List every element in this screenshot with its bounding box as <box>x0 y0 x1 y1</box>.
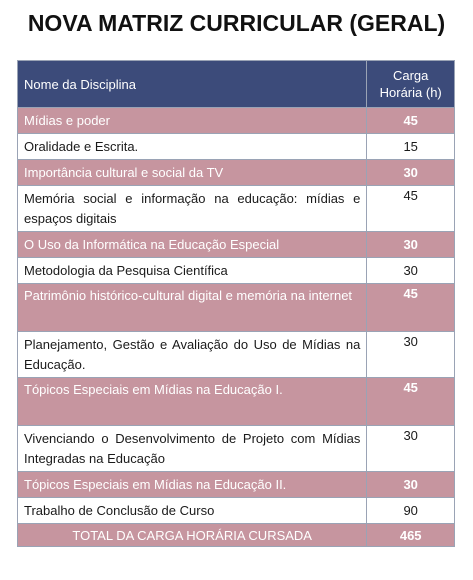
discipline-hours: 30 <box>367 426 455 472</box>
table-row <box>18 186 455 232</box>
discipline-name: Planejamento, Gestão e Avaliação do Uso de Mídias na Educação. <box>18 332 367 378</box>
page-title: NOVA MATRIZ CURRICULAR (GERAL) <box>27 10 446 36</box>
discipline-name: O Uso da Informática na Educação Especial <box>18 232 367 258</box>
table-row <box>18 332 455 378</box>
hours-column-header: Carga Horária (h) <box>367 61 455 108</box>
discipline-hours: 45 <box>367 186 455 232</box>
discipline-hours: 30 <box>367 160 455 186</box>
table-row <box>18 498 455 524</box>
table-row <box>18 284 455 332</box>
discipline-name: Tópicos Especiais em Mídias na Educação I. <box>18 378 367 426</box>
table-row <box>18 472 455 498</box>
discipline-hours: 30 <box>367 472 455 498</box>
curriculum-table <box>17 60 455 547</box>
total-hours: 465 <box>367 524 455 547</box>
discipline-hours: 30 <box>367 258 455 284</box>
discipline-name: Metodologia da Pesquisa Científica <box>18 258 367 284</box>
discipline-name: Importância cultural e social da TV <box>18 160 367 186</box>
table-header-row <box>18 61 455 108</box>
total-label: TOTAL DA CARGA HORÁRIA CURSADA <box>18 524 367 547</box>
discipline-hours: 30 <box>367 232 455 258</box>
discipline-name: Mídias e poder <box>18 108 367 134</box>
discipline-hours: 45 <box>367 284 455 332</box>
discipline-hours: 90 <box>367 498 455 524</box>
discipline-name: Vivenciando o Desenvolvimento de Projeto com Mídias Integradas na Educação <box>18 426 367 472</box>
discipline-column-header: Nome da Disciplina <box>18 61 367 108</box>
total-row <box>18 524 455 547</box>
table-row <box>18 108 455 134</box>
discipline-hours: 45 <box>367 378 455 426</box>
discipline-name: Tópicos Especiais em Mídias na Educação II. <box>18 472 367 498</box>
table-row <box>18 378 455 426</box>
discipline-name: Patrimônio histórico-cultural digital e memória na internet <box>18 284 367 332</box>
discipline-hours: 45 <box>367 108 455 134</box>
discipline-name: Trabalho de Conclusão de Curso <box>18 498 367 524</box>
discipline-hours: 15 <box>367 134 455 160</box>
table-row <box>18 232 455 258</box>
table-row <box>18 258 455 284</box>
table-row <box>18 134 455 160</box>
table-row <box>18 160 455 186</box>
table-row <box>18 426 455 472</box>
discipline-name: Memória social e informação na educação: mídias e espaços digitais <box>18 186 367 232</box>
discipline-hours: 30 <box>367 332 455 378</box>
discipline-name: Oralidade e Escrita. <box>18 134 367 160</box>
